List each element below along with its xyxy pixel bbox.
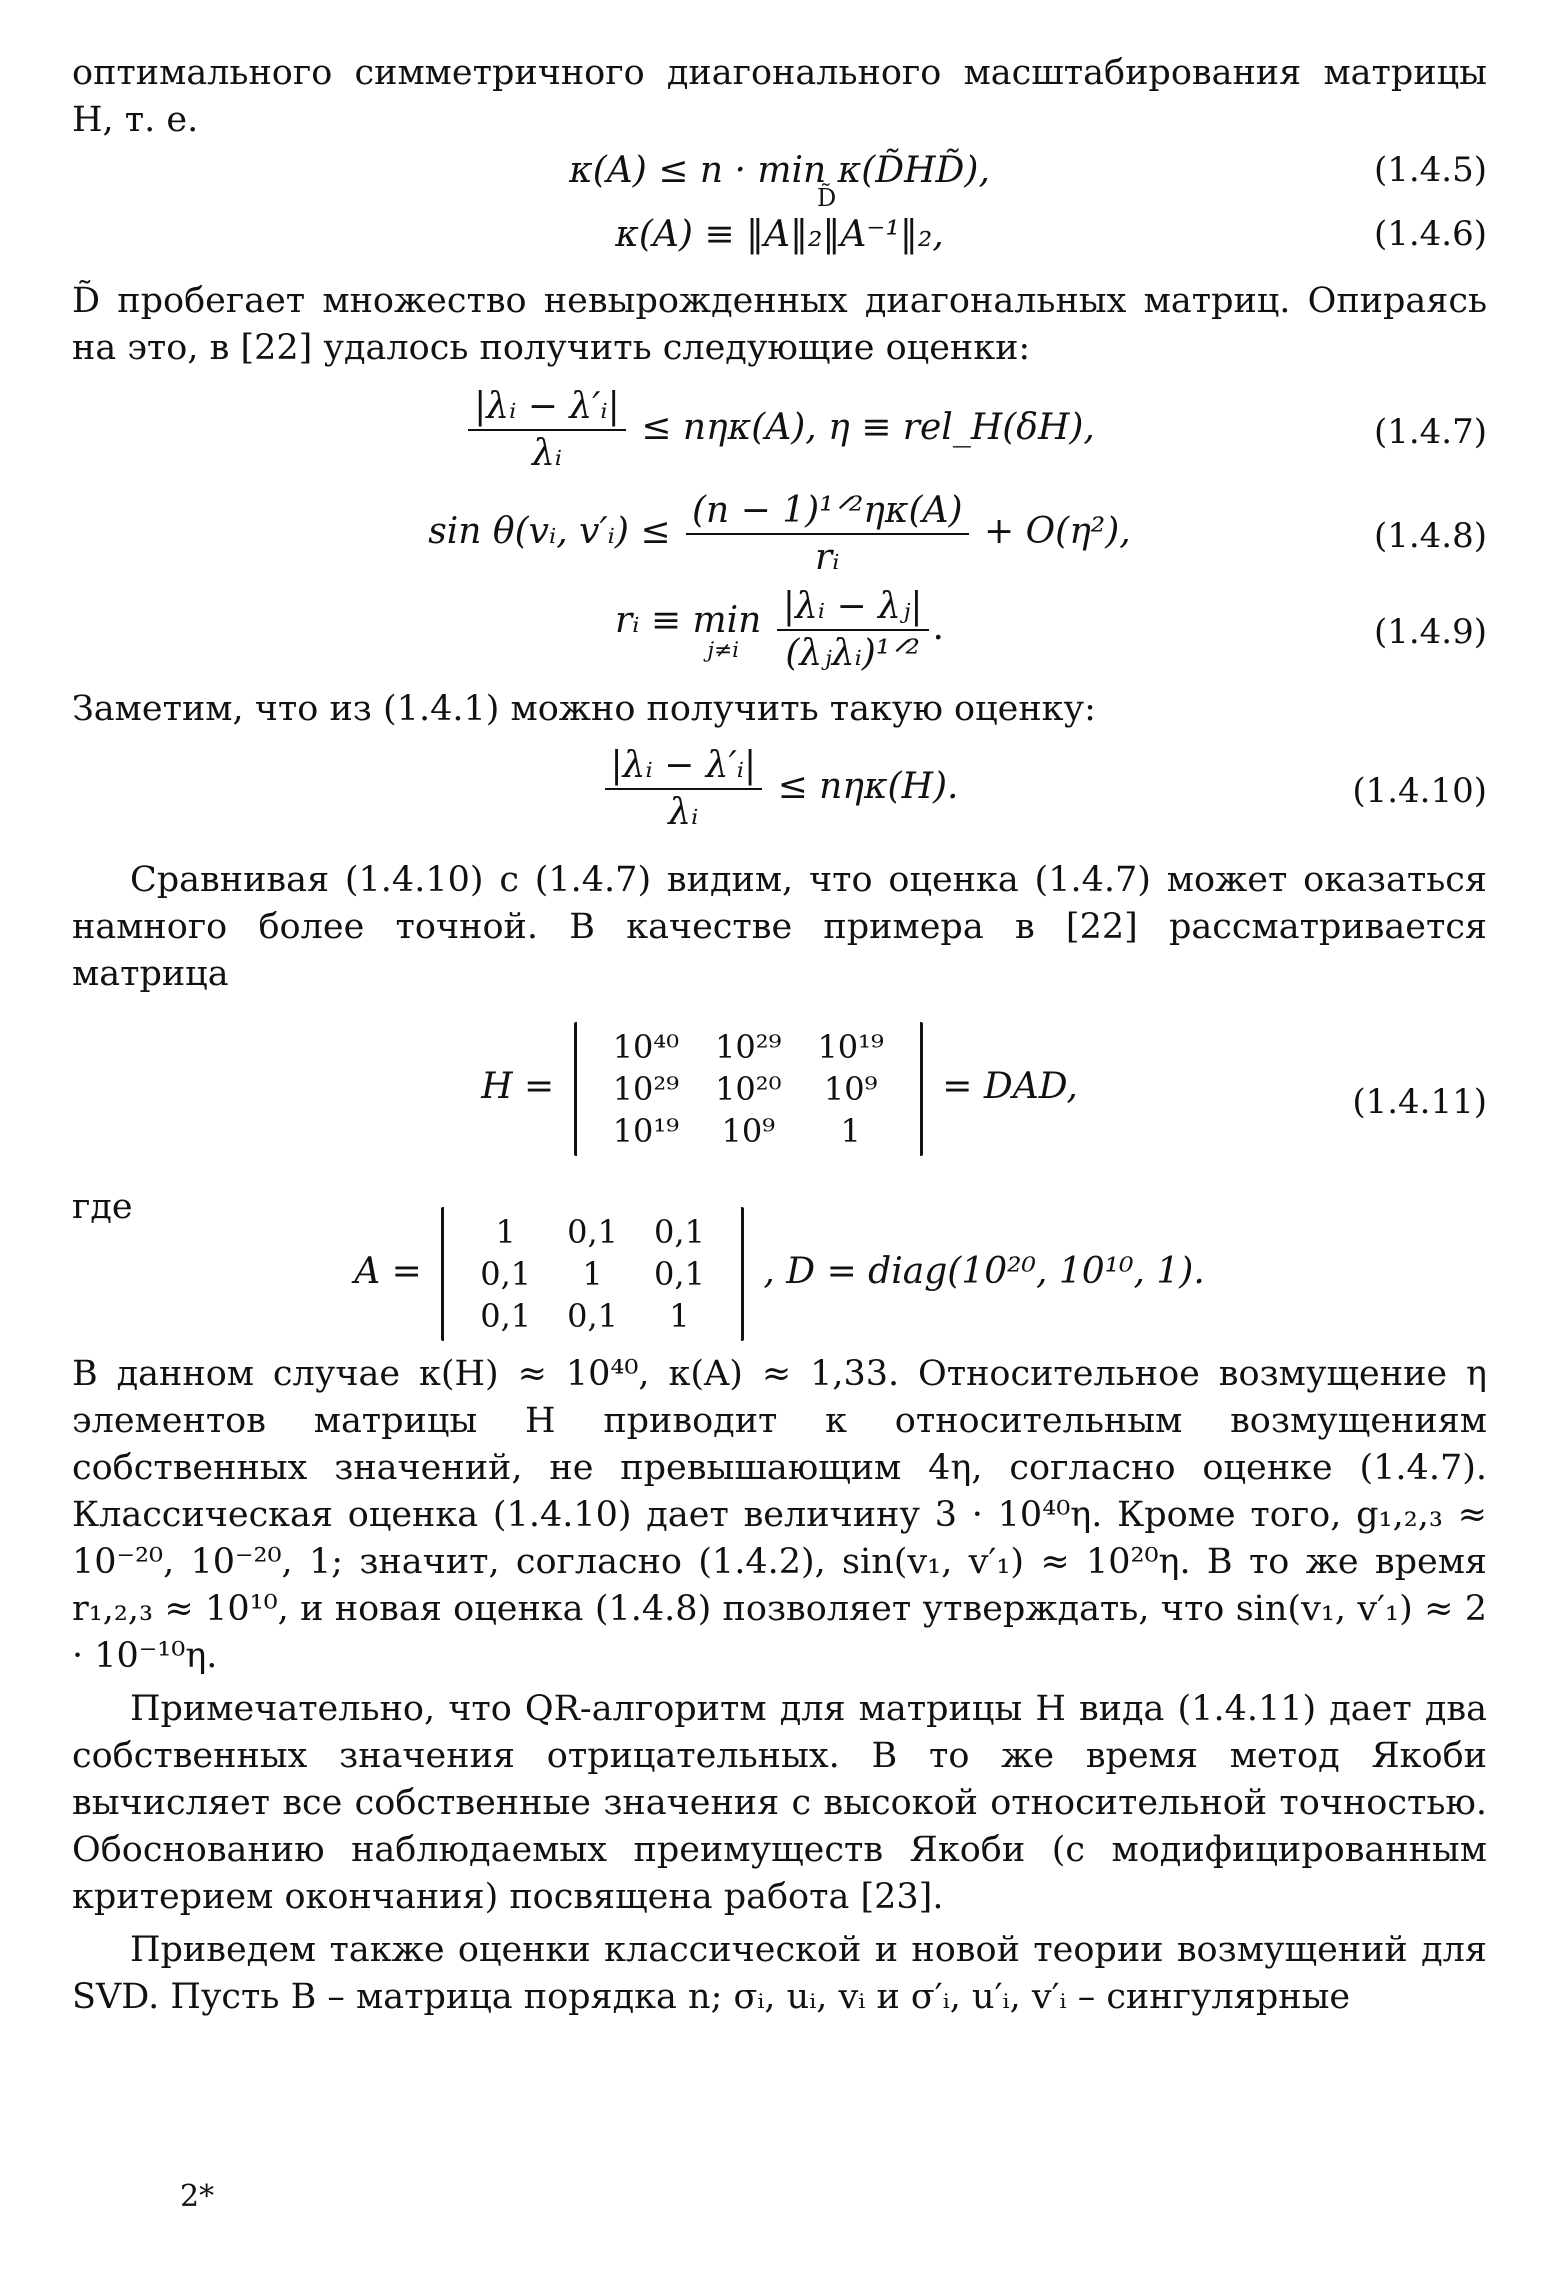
page-content: [72, 50, 1487, 2021]
fraction: [605, 745, 763, 833]
equation-a-d: [72, 1207, 1487, 1347]
formula-text: ≤ nηκ(H).: [777, 766, 959, 807]
intro-text: оптимального симметричного диагонального масштабирования матрицы H, т. е.: [72, 53, 1487, 140]
matrix-a-cell: 1: [582, 1255, 603, 1293]
matrix-h-cell: 10²⁹: [612, 1070, 680, 1108]
paragraph-5: Примечательно, что QR-алгоритм для матрицы H вида (1.4.11) дает два собственных значения отрицательных. В то же время метод Якоби вычисляет все собственные значения с высокой относительной точностью. Обоснованию наблюдаемых преимуществ Якоби (с модифицированным критерием окончания) посвящена работа [23].: [72, 1689, 1487, 1917]
matrix-h-cell: 10⁹: [823, 1070, 878, 1108]
equation-1-4-10: [72, 745, 1487, 849]
fraction: [777, 586, 929, 674]
matrix-h-row: [595, 1068, 902, 1110]
formula: [72, 214, 1487, 255]
matrix-h-cell: 10⁴⁰: [612, 1028, 680, 1066]
matrix-h-row: [595, 1026, 902, 1068]
matrix-a-cell: 1: [669, 1297, 690, 1335]
equation-number: (1.4.6): [1373, 214, 1487, 254]
equation-number: (1.4.7): [1373, 412, 1487, 452]
matrix-h-cell: 10¹⁹: [612, 1112, 680, 1150]
equation-number: (1.4.8): [1373, 516, 1487, 556]
formula-text: κ(A) ≡ ‖A‖₂‖A⁻¹‖₂,: [615, 214, 944, 255]
formula: [72, 1207, 1487, 1341]
matrix-h: [574, 1022, 923, 1156]
formula-text: κ(A) ≤ n · min κ(D̃HD̃),: [569, 150, 990, 191]
matrix-a-cell: 0,1: [480, 1255, 532, 1293]
numerator: |λᵢ − λ′ᵢ|: [468, 386, 626, 431]
formula-lhs: sin θ(vᵢ, v′ᵢ) ≤: [428, 511, 671, 552]
equation-1-4-8: [72, 490, 1487, 586]
formula-text: .: [932, 607, 944, 648]
matrix-a-row: [462, 1253, 723, 1295]
formula-lhs: rᵢ ≡ min: [615, 599, 762, 641]
formula: [72, 745, 1487, 833]
equation-1-4-11: [72, 1012, 1487, 1182]
equation-1-4-5: [72, 150, 1487, 214]
denominator: λᵢ: [668, 792, 699, 833]
formula: [72, 150, 1487, 212]
matrix-h-row: [595, 1110, 902, 1152]
denominator: λᵢ: [531, 433, 562, 474]
page-signature: 2*: [180, 2179, 215, 2214]
matrix-a-row: [462, 1295, 723, 1337]
formula: [72, 1022, 1487, 1156]
equation-1-4-6: [72, 214, 1487, 278]
equation-1-4-9: [72, 586, 1487, 686]
formula-text: + O(η²),: [984, 511, 1131, 552]
numerator: (n − 1)¹ᐟ²ηκ(A): [686, 490, 969, 535]
matrix-a-cell: 0,1: [567, 1213, 619, 1251]
where-text: где: [72, 1187, 133, 1227]
matrix-h-cell: 10²⁹: [715, 1028, 782, 1066]
denominator: rᵢ: [815, 537, 840, 578]
formula: [72, 490, 1487, 578]
matrix-a-cell: 0,1: [654, 1255, 705, 1293]
formula: [72, 586, 1487, 674]
matrix-a: [441, 1207, 744, 1341]
min-subscript: j≠i: [707, 637, 740, 663]
matrix-a-cell: 0,1: [654, 1213, 705, 1251]
matrix-h-cell: 1: [840, 1112, 861, 1150]
formula: [72, 386, 1487, 474]
matrix-a-row: [462, 1211, 723, 1253]
paragraph-6: Приведем также оценки классической и новой теории возмущений для SVD. Пусть B – матрица порядка n; σᵢ, uᵢ, vᵢ и σ′ᵢ, u′ᵢ, v′ᵢ – сингулярные: [72, 1930, 1487, 2017]
paragraph-3: Сравнивая (1.4.10) с (1.4.7) видим, что оценка (1.4.7) может оказаться намного более точной. В качестве примера в [22] рассматривается матрица: [72, 860, 1487, 994]
fraction: [468, 386, 626, 474]
paragraph-2: Заметим, что из (1.4.1) можно получить такую оценку:: [72, 689, 1096, 729]
min-operator: [615, 599, 762, 663]
equation-number: (1.4.9): [1373, 612, 1487, 652]
equation-number: (1.4.10): [1352, 771, 1487, 811]
matrix-h-cell: 10¹⁹: [817, 1028, 884, 1066]
formula-lhs: A =: [354, 1251, 422, 1292]
matrix-a-cell: 0,1: [567, 1297, 619, 1335]
denominator: (λⱼλᵢ)¹ᐟ²: [785, 633, 920, 674]
matrix-a-cell: 0,1: [480, 1297, 532, 1335]
equation-1-4-7: [72, 386, 1487, 482]
matrix-a-cell: 1: [495, 1213, 516, 1251]
paragraph-4: В данном случае κ(H) ≈ 10⁴⁰, κ(A) ≈ 1,33. Относительное возмущение η элементов матрицы H приводит к относительным возмущениям собственных значений, не превышающим 4η, согласно оценке (1.4.7). Классическая оценка (1.4.10) дает величину 3 · 10⁴⁰η. Кроме того, g₁,₂,₃ ≈ 10⁻²⁰, 10⁻²⁰, 1; значит, согласно (1.4.2), sin(v₁, v′₁) ≈ 10²⁰η. В то же время r₁,₂,₃ ≈ 10¹⁰, и новая оценка (1.4.8) позволяет утверждать, что sin(v₁, v′₁) ≈ 2 · 10⁻¹⁰η.: [72, 1354, 1487, 1676]
numerator: |λᵢ − λⱼ|: [777, 586, 929, 631]
formula-text: = DAD,: [942, 1066, 1078, 1107]
min-subscript: D̃: [817, 184, 837, 212]
paragraph-1: D̃ пробегает множество невырожденных диагональных матриц. Опираясь на это, в [22] удалось получить следующие оценки:: [72, 281, 1487, 368]
matrix-h-cell: 10²⁰: [715, 1070, 782, 1108]
equation-number: (1.4.11): [1352, 1082, 1487, 1122]
formula-text: ≤ nηκ(A), η ≡ rel_H(δH),: [641, 407, 1095, 448]
formula-text: , D = diag(10²⁰, 10¹⁰, 1).: [763, 1251, 1205, 1292]
numerator: |λᵢ − λ′ᵢ|: [605, 745, 763, 790]
equation-number: (1.4.5): [1373, 150, 1487, 190]
fraction: [686, 490, 969, 578]
matrix-h-cell: 10⁹: [721, 1112, 776, 1150]
formula-lhs: H =: [481, 1066, 555, 1107]
